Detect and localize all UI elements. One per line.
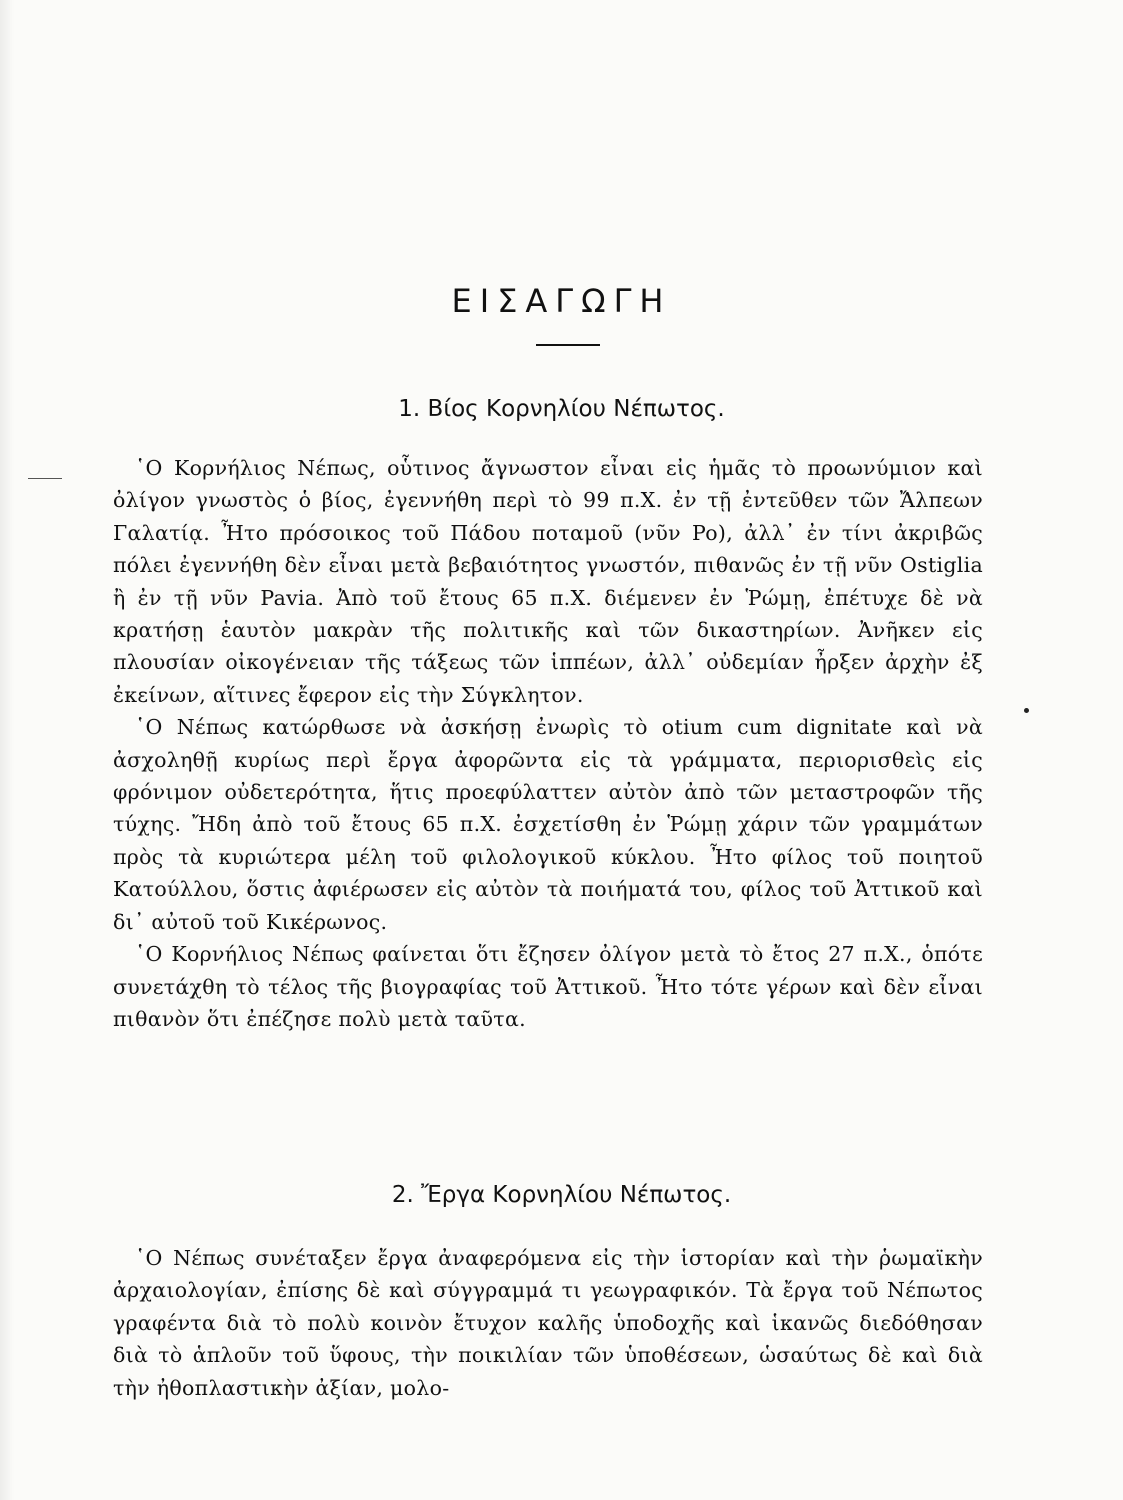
paragraph: ῾Ο Νέπως κατώρθωσε νὰ ἀσκήσῃ ἐνωρὶς τὸ otium cum dignitate καὶ νὰ ἀσχοληθῇ κυρίως περὶ ἔργα ἀφορῶντα εἰς τὰ γράμματα, περιορισθεὶς εἰς φρόνιμον οὐδετερότητα, ἥτις προεφύλαττεν αὐτὸν ἀπὸ τῶν μεταστροφῶν τῆς τύχης. Ἤδη ἀπὸ τοῦ ἔτους 65 π.Χ. ἐσχετίσθη ἐν Ῥώμῃ χάριν τῶν γραμμάτων πρὸς τὰ κυριώτερα μέλη τοῦ φιλολογικοῦ κύκλου. Ἦτο φίλος τοῦ ποιητοῦ Κατούλλου, ὅστις ἀφιέρωσεν εἰς αὐτὸν τὰ ποιήματά του, φίλος τοῦ Ἀττικοῦ καὶ δι᾽ αὐτοῦ τοῦ Κικέρωνος.	[113, 715, 983, 934]
section-body-works	[113, 1242, 983, 1404]
paragraph: ῾Ο Κορνήλιος Νέπως φαίνεται ὅτι ἔζησεν ὀλίγον μετὰ τὸ ἔτος 27 π.Χ., ὁπότε συνετάχθη τὸ τέλος τῆς βιογραφίας τοῦ Ἀττικοῦ. Ἦτο τότε γέρων καὶ δὲν εἶναι πιθανὸν ὅτι ἐπέζησε πολὺ μετὰ ταῦτα.	[113, 942, 983, 1031]
paragraph: ῾Ο Νέπως συνέταξεν ἔργα ἀναφερόμενα εἰς τὴν ἱστορίαν καὶ τὴν ῥωμαϊκὴν ἀρχαιολογίαν, ἐπίσης δὲ καὶ σύγγραμμά τι γεωγραφικόν. Τὰ ἔργα τοῦ Νέπωτος γραφέντα διὰ τὸ πολὺ κοινὸν ἔτυχον καλῆς ὑποδοχῆς καὶ ἱκανῶς διεδόθησαν διὰ τὸ ἁπλοῦν τοῦ ὕφους, τὴν ποικιλίαν τῶν ὑποθέσεων, ὡσαύτως δὲ καὶ διὰ τὴν ἠθοπλαστικὴν ἀξίαν, μολο-	[113, 1246, 983, 1400]
title-divider	[536, 344, 600, 346]
section-heading-works: 2. Ἔργα Κορνηλίου Νέπωτος.	[391, 1182, 732, 1208]
section-heading-life: 1. Βίος Κορνηλίου Νέπωτος.	[398, 396, 725, 422]
section-body-life	[113, 452, 983, 1035]
margin-dot	[1024, 708, 1029, 713]
margin-mark	[28, 478, 62, 479]
page-title: ΕΙΣΑΓΩΓΗ	[451, 282, 672, 320]
paragraph: ῾Ο Κορνήλιος Νέπως, οὗτινος ἄγνωστον εἶναι εἰς ἡμᾶς τὸ προωνύμιον καὶ ὀλίγον γνωστὸς ὁ βίος, ἐγεννήθη περὶ τὸ 99 π.Χ. ἐν τῇ ἐντεῦθεν τῶν Ἄλπεων Γαλατίᾳ. Ἦτο πρόσοικος τοῦ Πάδου ποταμοῦ (νῦν Po), ἀλλ᾽ ἐν τίνι ἀκριβῶς πόλει ἐγεννήθη δὲν εἶναι μετὰ βεβαιότητος γνωστόν, πιθανῶς ἐν τῇ νῦν Ostiglia ἢ ἐν τῇ νῦν Pavia. Ἀπὸ τοῦ ἔτους 65 π.Χ. διέμενεν ἐν Ῥώμῃ, ἐπέτυχε δὲ νὰ κρατήσῃ ἑαυτὸν μακρὰν τῆς πολιτικῆς καὶ τῶν δικαστηρίων. Ἀνῆκεν εἰς πλουσίαν οἰκογένειαν τῆς τάξεως τῶν ἱππέων, ἀλλ᾽ οὐδεμίαν ἦρξεν ἀρχὴν ἐξ ἐκείνων, αἵτινες ἔφερον εἰς τὴν Σύγκλητον.	[113, 456, 983, 707]
